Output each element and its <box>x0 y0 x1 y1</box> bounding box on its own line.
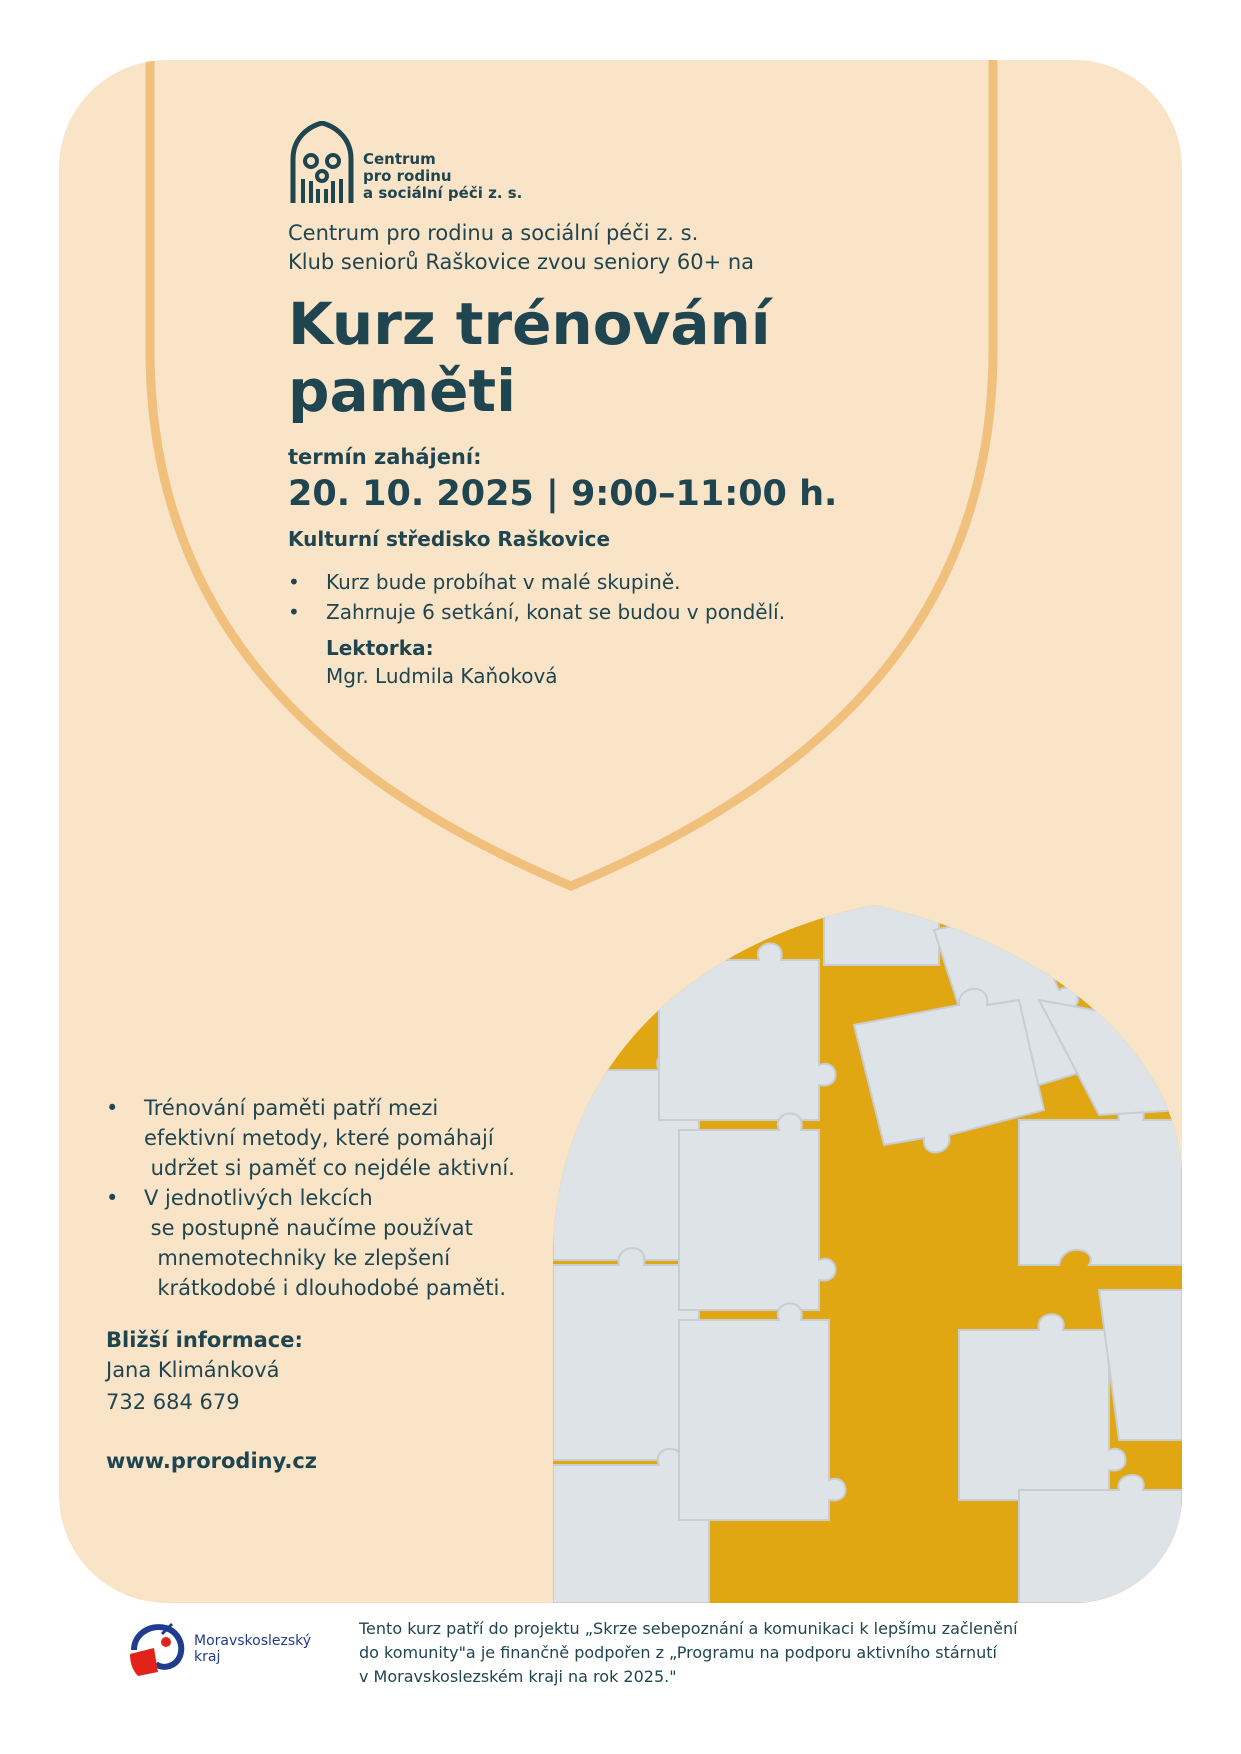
details-bullet-list <box>106 1093 515 1303</box>
event-datetime: 20. 10. 2025 | 9:00–11:00 h. <box>288 474 838 514</box>
website-link[interactable]: www.prorodiny.cz <box>106 1449 318 1473</box>
bullet-icon: • <box>106 1186 119 1210</box>
footer-line-3: v Moravskoslezském kraji na rok 2025." <box>359 1667 677 1686</box>
list-item: • Kurz bude probíhat v malé skupině. <box>288 567 785 597</box>
organization-logo <box>289 121 522 205</box>
list-item: • V jednotlivých lekcích se postupně naučíme používat mnemotechniky ke zlepšení krátkodobé i dlouhodobé paměti. <box>106 1183 515 1303</box>
lecturer-name: Mgr. Ludmila Kaňoková <box>326 664 558 688</box>
logo-line-3: a sociální péči z. s. <box>363 184 523 202</box>
page-title <box>288 291 771 425</box>
start-date-label: termín zahájení: <box>288 445 482 469</box>
contact-phone: 732 684 679 <box>106 1390 240 1414</box>
list-item: • Zahrnuje 6 setkání, konat se budou v pondělí. <box>288 597 785 627</box>
family-arch-icon <box>289 121 355 205</box>
event-bullet-list <box>288 567 785 627</box>
title-line-2: paměti <box>288 357 517 425</box>
event-place: Kulturní středisko Raškovice <box>288 527 611 551</box>
intro-line-1: Centrum pro rodinu a sociální péči z. s. <box>288 221 699 245</box>
bullet-icon: • <box>106 1096 119 1120</box>
list-item: • Trénování paměti patří mezi efektivní metody, které pomáhají udržet si paměť co nejdéle aktivní. <box>106 1093 515 1183</box>
funding-note <box>359 1617 1018 1689</box>
footer-line-2: do komunity"a je finančně podpořen z „Programu na podporu aktivního stárnutí <box>359 1643 997 1662</box>
intro-line-2: Klub seniorů Raškovice zvou seniory 60+ na <box>288 250 755 274</box>
logo-line-2: pro rodinu <box>363 167 452 185</box>
organization-logo-text <box>363 151 522 202</box>
logo-line-1: Centrum <box>363 150 436 168</box>
sponsor-line-1: Moravskoslezský <box>194 1633 312 1649</box>
sponsor-line-2: kraj <box>194 1649 221 1665</box>
sponsor-logo <box>128 1620 311 1678</box>
bullet-icon: • <box>288 600 300 624</box>
moravskoslezsky-kraj-emblem-icon <box>128 1620 188 1678</box>
intro-text <box>288 219 754 277</box>
bullet-icon: • <box>288 570 300 594</box>
footer-line-1: Tento kurz patří do projektu „Skrze sebepoznání a komunikaci k lepšímu začlenění <box>359 1619 1018 1638</box>
sponsor-logo-text <box>194 1633 311 1665</box>
contact-name: Jana Klimánková <box>106 1358 280 1382</box>
title-line-1: Kurz trénování <box>288 290 771 358</box>
lecturer-label: Lektorka: <box>326 636 434 660</box>
contact-label: Bližší informace: <box>106 1328 303 1352</box>
